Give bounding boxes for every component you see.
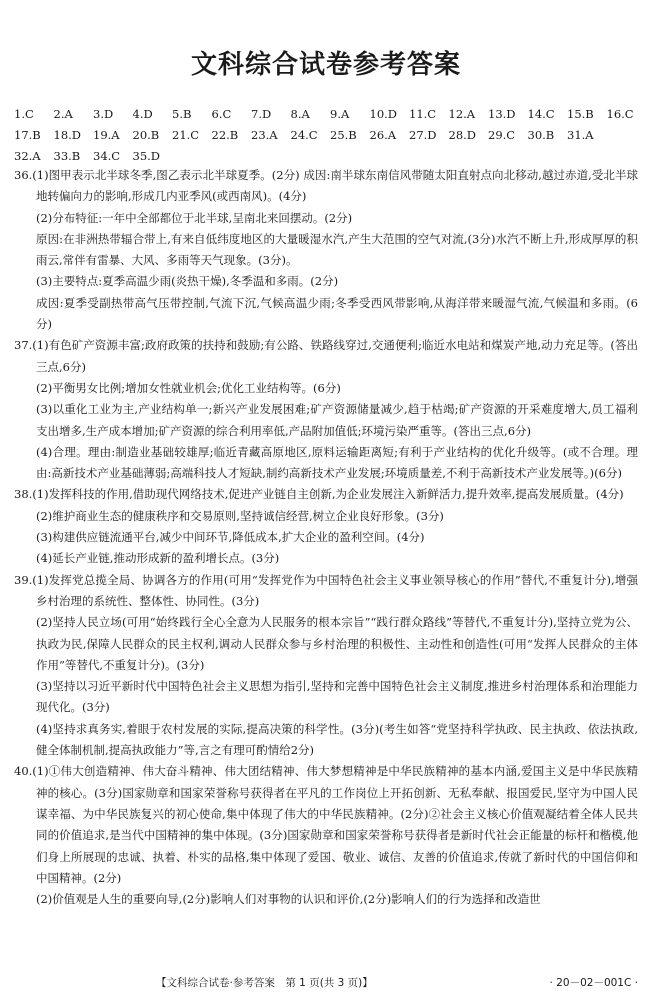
answer-paragraph: (2)维护商业生态的健康秩序和交易原则,坚持诚信经营,树立企业良好形象。(3分) (36, 508, 444, 523)
choice-answer: 18.D (53, 128, 82, 142)
choice-answer: 4.D (132, 107, 153, 121)
choice-answer: 26.A (369, 128, 397, 142)
choice-answer: 15.B (567, 107, 594, 121)
answer-paragraph: (3)构建供应链流通平台,减少中间环节,降低成本,扩大企业的盈利空间。(4分) (36, 530, 425, 545)
answer-paragraph: (2)价值观是人生的重要向导,(2分)影响人们对事物的认识和评价,(2分)影响人们的行为选择和改造世 (36, 892, 541, 907)
choice-answer: 33.B (53, 149, 81, 163)
question-answer: 36.(1)图甲表示北半球冬季,图乙表示北半球夏季。(2分) 成因:南半球东南信风带随太阳直射点向北移动,越过赤道,受北半球地转偏向力的影响,形成几内亚季风(或西南风)。(4分) (14, 168, 638, 204)
choice-answer-grid (14, 104, 638, 167)
choice-answer: 20.B (132, 128, 160, 142)
choice-answer: 1.C (14, 107, 34, 121)
answer-paragraph: 成因:夏季受副热带高气压带控制,气流下沉,气候高温少雨;冬季受西风带影响,从海洋带来暖湿气流,气候温和多雨。(6分) (36, 295, 638, 332)
choice-answer: 10.D (369, 107, 398, 121)
choice-answer: 7.D (251, 107, 272, 121)
choice-answer: 2.A (53, 107, 73, 121)
choice-answer: 3.D (93, 107, 114, 121)
answer-content (14, 165, 638, 910)
choice-answer: 13.D (488, 107, 516, 121)
choice-answer: 16.C (606, 107, 634, 121)
choice-answer: 9.A (330, 107, 350, 121)
choice-answer: 32.A (14, 149, 41, 163)
answer-paragraph: (2)坚持人民立场(可用“始终践行全心全意为人民服务的根本宗旨”“践行群众路线”等替代,不重复计分),坚持立党为公、执政为民,保障人民群众的民主权利,调动人民群众参与乡村治理的积极性、主动性和创造性(可用“发挥人民群众的主体作用”等替代,不重复计分)。(3分) (36, 615, 638, 672)
choice-answer: 27.D (409, 128, 437, 142)
choice-answer: 25.B (330, 128, 357, 142)
choice-answer: 17.B (14, 128, 41, 142)
answer-paragraph: (2)平衡男女比例;增加女性就业机会;优化工业结构等。(6分) (36, 380, 341, 395)
question-answer: 39.(1)发挥党总揽全局、协调各方的作用(可用“发挥党作为中国特色社会主义事业领导核心的作用”替代,不重复计分),增强乡村治理的系统性、整体性、协同性。(3分) (14, 572, 638, 608)
answer-paragraph: (3)主要特点:夏季高温少雨(炎热干燥),冬季温和多雨。(2分) (36, 274, 339, 289)
choice-answer: 35.D (132, 149, 161, 163)
answer-paragraph: (4)合理。理由:制造业基础较雄厚;临近青藏高原地区,原料运输距离短;有利于产业结构的优化升级等。(或不合理。理由:高新技术产业基础薄弱;高端科技人才短缺,制约高新技术产业发展;环境质量差,不利于高新技术产业发展等。)(6分) (36, 444, 638, 481)
choice-answer: 12.A (448, 107, 476, 121)
choice-answer: 5.B (172, 107, 192, 121)
choice-answer: 8.A (290, 107, 310, 121)
answer-row (14, 146, 638, 167)
choice-answer: 22.B (211, 128, 239, 142)
choice-answer: 29.C (488, 128, 516, 142)
choice-answer: 24.C (290, 128, 318, 142)
question-answer: 38.(1)发挥科技的作用,借助现代网络技术,促进产业链自主创新,为企业发展注入新鲜活力,提升效率,提高发展质量。(4分) (14, 487, 624, 502)
choice-answer: 31.A (567, 128, 594, 142)
answer-paragraph: (3)坚持以习近平新时代中国特色社会主义思想为指引,坚持和完善中国特色社会主义制度,推进乡村治理体系和治理能力现代化。(3分) (36, 679, 638, 715)
page-title: 文科综合试卷参考答案 (190, 50, 461, 80)
question-answer: 40.(1)①伟大创造精神、伟大奋斗精神、伟大团结精神、伟大梦想精神是中华民族精神的基本内涵,爱国主义是中华民族精神的核心。(3分)国家勋章和国家荣誉称号获得者在平凡的工作岗位上开拓创新、无私奉献、报国爱民,坚守为中国人民谋幸福、为中华民族复兴的初心使命,集中体现了伟大的中华民族精神。(2分)②社会主义核心价值观凝结着全体人民共同的价值追求,是当代中国精神的集中体现。(3分)国家勋章和国家荣誉称号获得者是新时代社会正能量的标杆和楷模,他们身上所展现的忠诚、执着、朴实的品格,集中体现了爱国、敬业、诚信、友善的价值追求,传就了新时代的中国信仰和中国精神。(2分) (14, 764, 638, 885)
choice-answer: 6.C (211, 107, 232, 121)
choice-answer: 19.A (93, 128, 120, 142)
answer-row (14, 125, 638, 146)
choice-answer: 21.C (172, 128, 200, 142)
question-answer: 37.(1)有色矿产资源丰富;政府政策的扶持和鼓励;有公路、铁路线穿过,交通便利;临近水电站和煤炭产地,动力充足等。(答出三点,6分) (14, 338, 638, 374)
footer-code: · 20－02－001C · (549, 977, 638, 989)
answer-paragraph: (4)延长产业链,推动形成新的盈利增长点。(3分) (36, 551, 280, 566)
choice-answer: 11.C (409, 107, 437, 121)
answer-paragraph: (2)分布特征:一年中全部都位于北半球,呈南北来回摆动。(2分) (36, 210, 353, 225)
choice-answer: 34.C (93, 149, 121, 163)
answer-paragraph: (4)坚持求真务实,着眼于农村发展的实际,提高决策的科学性。(3分)(考生如答“党坚持科学执政、民主执政、依法执政,健全体制机制,提高执政能力”等,言之有理可酌情给2分) (36, 721, 638, 758)
answer-paragraph: (3)以重化工业为主,产业结构单一;新兴产业发展困难;矿产资源储量减少,趋于枯竭;矿产资源的开采难度增大,员工福利支出增多,生产成本增加;矿产资源的综合利用率低,产品附加值低;环境污染严重等。(答出三点,6分) (36, 402, 638, 438)
footer-page-info: 【文科综合试卷·参考答案 第 1 页(共 3 页)】 (156, 977, 373, 989)
answer-paragraph: 原因:在非洲热带辐合带上,有来自低纬度地区的大量暖湿水汽,产生大范围的空气对流,(3分)水汽不断上升,形成厚厚的积雨云,常伴有雷暴、大风、多雨等天气现象。(3分)。 (36, 231, 638, 268)
choice-answer: 14.C (527, 107, 555, 121)
choice-answer: 30.B (527, 128, 555, 142)
choice-answer: 23.A (251, 128, 278, 142)
answer-row (14, 104, 638, 125)
choice-answer: 28.D (448, 128, 477, 142)
